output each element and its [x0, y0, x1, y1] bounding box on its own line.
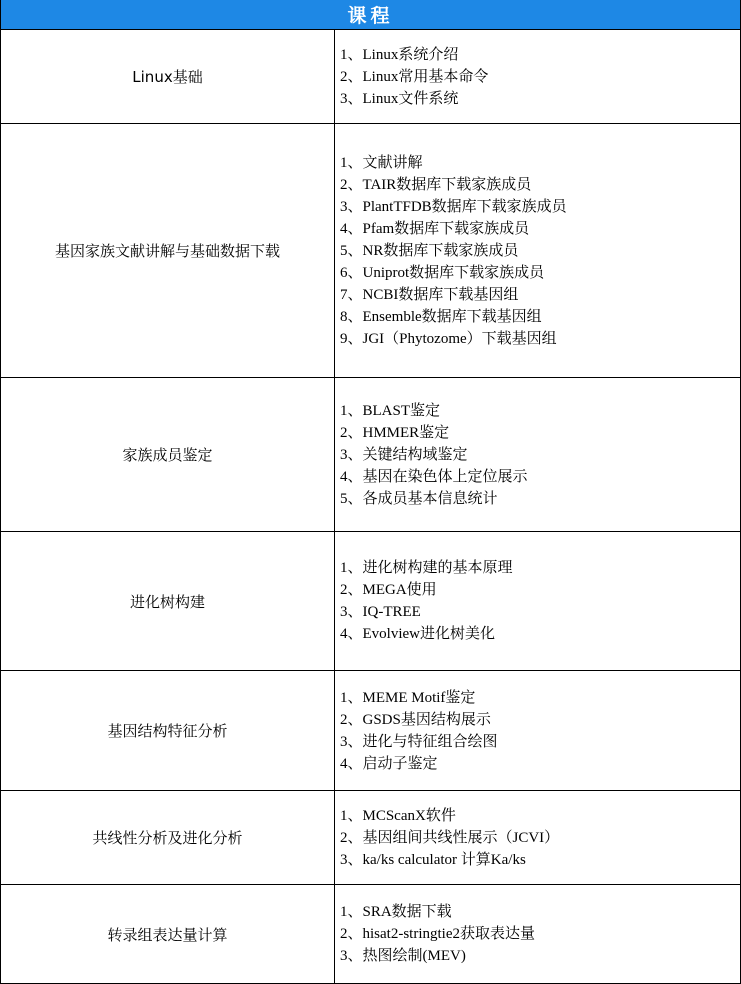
items-cell: [335, 378, 740, 531]
list-item: 8、Ensemble数据库下载基因组: [340, 308, 542, 325]
list-item: 3、热图绘制(MEV): [340, 948, 466, 964]
items-cell: [335, 30, 740, 123]
list-item: 4、Evolview进化树美化: [340, 626, 495, 642]
list-item: 3、IQ-TREE: [340, 604, 421, 620]
items-cell: [335, 885, 740, 983]
list-item: 2、MEGA使用: [340, 582, 437, 598]
header-title: 课程: [347, 5, 394, 27]
items-cell: [335, 791, 740, 884]
list-item: 1、Linux系统介绍: [340, 46, 459, 63]
list-item: 1、进化树构建的基本原理: [340, 560, 513, 576]
list-item: 6、Uniprot数据库下载家族成员: [340, 264, 545, 281]
list-item: 2、TAIR数据库下载家族成员: [340, 176, 532, 193]
topic-cell: Linux基础: [1, 30, 335, 123]
topic-cell: 共线性分析及进化分析: [1, 791, 335, 884]
table-row: [1, 124, 740, 378]
topic-cell: 转录组表达量计算: [1, 885, 335, 983]
list-item: 4、启动子鉴定: [340, 755, 438, 772]
topic-cell: 基因家族文献讲解与基础数据下载: [1, 124, 335, 377]
list-item: 7、NCBI数据库下载基因组: [340, 286, 519, 303]
table-header: [1, 0, 740, 30]
table-row: [1, 791, 740, 885]
list-item: 4、Pfam数据库下载家族成员: [340, 220, 530, 237]
list-item: 4、基因在染色体上定位展示: [340, 468, 528, 485]
list-item: 1、MEME Motif鉴定: [340, 689, 476, 706]
table-row: [1, 885, 740, 983]
list-item: 2、hisat2-stringtie2获取表达量: [340, 926, 535, 942]
list-item: 2、GSDS基因结构展示: [340, 711, 491, 728]
list-item: 2、HMMER鉴定: [340, 424, 450, 441]
items-cell: [335, 124, 740, 377]
list-item: 3、ka/ks calculator 计算Ka/ks: [340, 851, 526, 868]
list-item: 2、Linux常用基本命令: [340, 68, 489, 85]
items-cell: [335, 671, 740, 790]
list-item: 3、进化与特征组合绘图: [340, 733, 498, 750]
topic-cell: 家族成员鉴定: [1, 378, 335, 531]
list-item: 9、JGI（Phytozome）下载基因组: [340, 330, 557, 347]
items-cell: [335, 532, 740, 670]
list-item: 3、Linux文件系统: [340, 90, 459, 107]
list-item: 1、BLAST鉴定: [340, 402, 441, 419]
table-row: [1, 378, 740, 532]
list-item: 1、文献讲解: [340, 154, 423, 171]
topic-cell: 基因结构特征分析: [1, 671, 335, 790]
table-row: [1, 30, 740, 124]
list-item: 2、基因组间共线性展示（JCVI）: [340, 829, 560, 846]
list-item: 1、MCScanX软件: [340, 807, 456, 824]
table-row: [1, 532, 740, 671]
list-item: 3、PlantTFDB数据库下载家族成员: [340, 198, 567, 215]
list-item: 5、各成员基本信息统计: [340, 490, 498, 507]
table-row: [1, 671, 740, 791]
topic-cell: 进化树构建: [1, 532, 335, 670]
list-item: 3、关键结构域鉴定: [340, 446, 468, 463]
list-item: 5、NR数据库下载家族成员: [340, 242, 519, 259]
list-item: 1、SRA数据下载: [340, 904, 452, 920]
